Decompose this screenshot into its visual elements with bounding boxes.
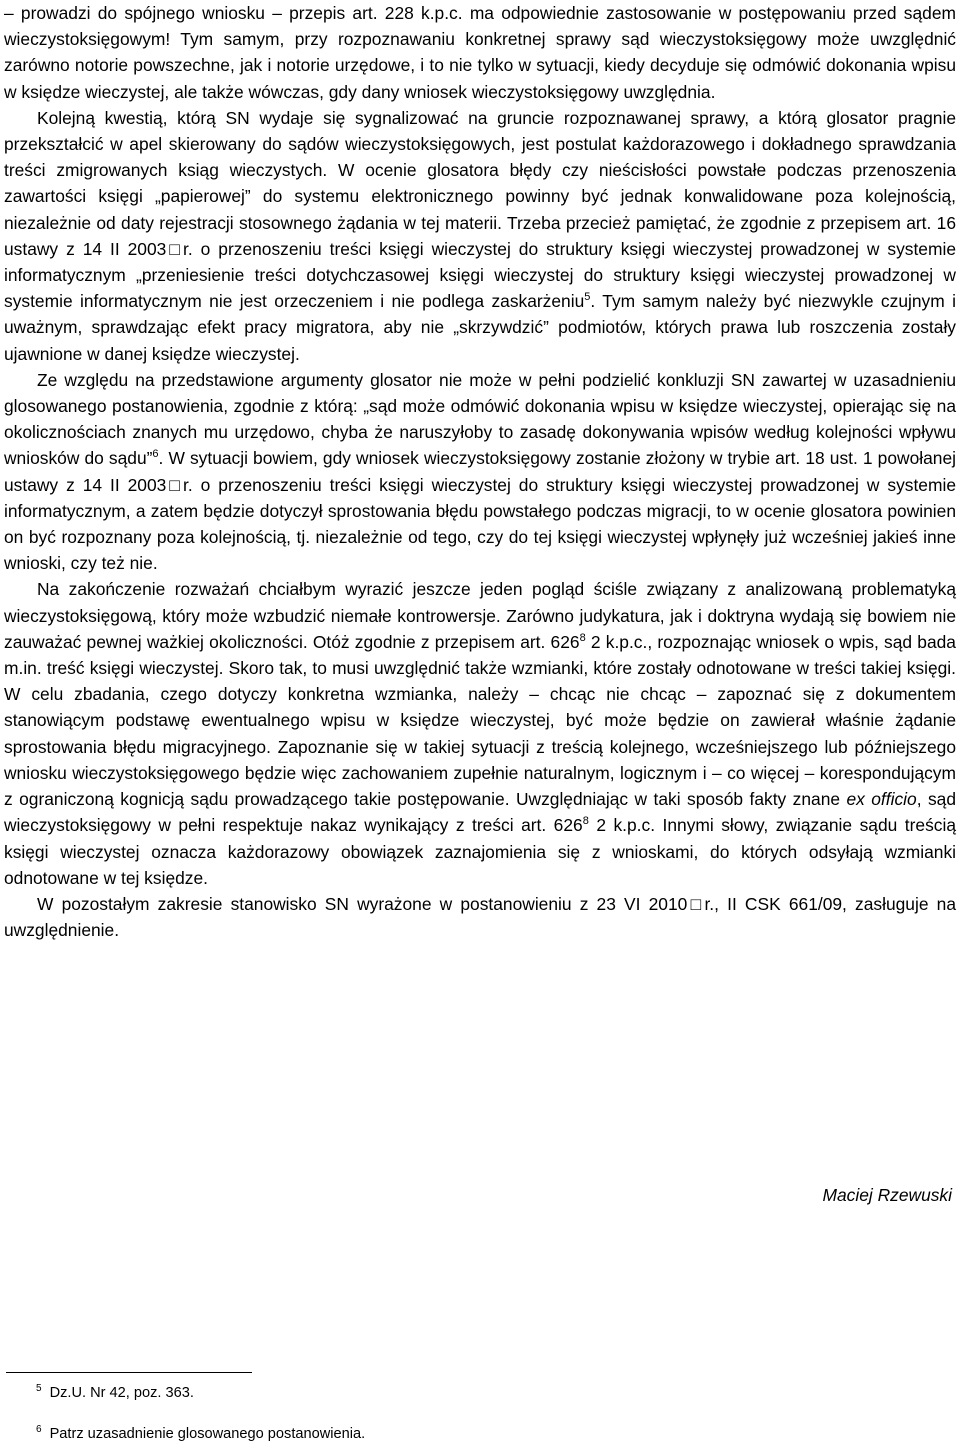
paragraph: [4, 367, 956, 577]
footnote-5: [36, 1384, 194, 1402]
text-run: , sąd wieczystoksięgowy w pełni respektuje nakaz wynikający z treści art. 626: [4, 789, 957, 836]
text-run: W pozostałym zakresie stanowisko SN wyrażone w postanowieniu z 23 VI 2010□r., II CSK 661/09, zasługuje na uwzględnienie.: [4, 893, 956, 941]
document-page: [4, 0, 956, 943]
text-run: . Tym samym należy być niezwykle czujnym i uważnym, sprawdzając efekt pracy migratora, aby nie „skrzywdzić” podmiotów, których prawa lub roszczenia zostały ujawnione w danej księdze wieczystej.: [4, 291, 956, 364]
footnote-reference: 8: [582, 815, 589, 828]
footnote-text: Patrz uzasadnienie glosowanego postanowienia.: [49, 1426, 366, 1442]
footnote-number: 6: [36, 1424, 42, 1436]
text-run: Kolejną kwestią, którą SN wydaje się sygnalizować na gruncie rozpoznawanej sprawy, a którą glosator pragnie przekształcić w apel skierowany do sądów wieczystoksięgowych, jest postulat każdorazowego i dokładnego sprawdzania treści zmigrowanych ksiąg wieczystych. W ocenie glosatora błędy czy nieścisłości powstałe podczas przenoszenia zawartości księgi „papierowej” do systemu elektronicznego powinny być jednak konwalidowane poza kolejnością, niezależnie od daty rejestracji stosownego żądania w tej materii. Trzeba przecież pamiętać, że zgodnie z przepisem art. 16 ustawy z 14 II 2003□r. o przenoszeniu treści księgi wieczystej do struktury księgi wieczystej prowadzonej w systemie informatycznym „przeniesienie treści dotychczasowej księgi wieczystej do struktury księgi wieczystej prowadzonej w systemie informatycznym nie jest orzeczeniem i nie podlega zaskarżeniu: [4, 107, 956, 312]
footnote-reference: 6: [152, 448, 159, 461]
text-run: Ze względu na przedstawione argumenty glosator nie może w pełni podzielić konkluzji SN zawartej w uzasadnieniu glosowanego postanowienia, zgodnie z którą: „sąd może odmówić dokonania wpisu w księdze wieczystej, opierając się na okolicznościach znanych mu urzędowo, chyba że naruszyłoby to zasadę dokonywania wpisów według kolejności wpływu wniosków do sądu”: [4, 369, 956, 469]
paragraph: [4, 105, 956, 367]
paragraph: [4, 0, 956, 105]
text-run: 2 k.p.c., rozpoznając wniosek o wpis, sąd bada m.in. treść księgi wieczystej. Skoro tak, to musi uwzględnić także wzmianki, które zostały odnotowane w treści takiej księgi. W celu zbadania, czego dotyczy konkretna wzmianka, należy – chcąc nie chcąc – zapoznać się z dokumentem stanowiącym podstawę ewentualnego wpisu w księdze wieczystej, być może będzie on zawierał właśnie żądanie sprostowania błędu migracyjnego. Zapoznanie się w takiej sytuacji z treścią kolejnego, wcześniejszego lub późniejszego wniosku wieczystoksięgowego będzie więc zachowaniem zupełnie naturalnym, logicznym i – co więcej – korespondującym z ograniczoną kognicją sądu prowadzącego takie postępowanie. Uwzględniając w taki sposób fakty znane: [4, 631, 956, 810]
text-run: – prowadzi do spójnego wniosku – przepis art. 228 k.p.c. ma odpowiednie zastosowanie w postępowaniu przed sądem wieczystoksięgowym! Tym samym, przy rozpoznawaniu konkretnej sprawy sąd wieczystoksięgowy może uwzględnić zarówno notorie powszechne, jak i notorie urzędowe, i to nie tylko w sytuacji, kiedy decyduje się odmówić dokonania wpisu w księdze wieczystej, ale także wówczas, gdy dany wniosek wieczystoksięgowy uwzględnia.: [4, 3, 956, 102]
footnote-number: 5: [36, 1383, 42, 1395]
body-text: [4, 0, 956, 943]
footnote-6: [36, 1425, 365, 1443]
footnote-reference: 8: [579, 632, 586, 645]
footnote-separator: [6, 1372, 252, 1373]
footnote-text: Dz.U. Nr 42, poz. 363.: [49, 1385, 194, 1401]
emphasis: ex officio: [846, 789, 917, 810]
footnote-reference: 5: [584, 291, 591, 304]
paragraph: [4, 891, 956, 943]
author-signature: Maciej Rzewuski: [822, 1185, 952, 1205]
text-run: . W sytuacji bowiem, gdy wniosek wieczystoksięgowy zostanie złożony w trybie art. 18 ust. 1 powołanej ustawy z 14 II 2003□r. o przenoszeniu treści księgi wieczystej do struktury księgi wieczystej prowadzonej w systemie informatycznym, a zatem będzie dotyczył sprostowania błędu powstałego podczas migracji, to w ocenie glosatora powinien on być rozpoznany poza kolejnością, tj. niezależnie od tego, czy do tej księgi wieczystej wpłynęły już wcześniej jakieś inne wnioski, czy też nie.: [4, 448, 956, 574]
text-run: Na zakończenie rozważań chciałbym wyrazić jeszcze jeden pogląd ściśle związany z analizowaną problematyką wieczystoksięgową, który może wzbudzić niemałe kontrowersje. Zarówno judykatura, jak i doktryna wydają się bowiem nie zauważać pewnej ważkiej okoliczności. Otóż zgodnie z przepisem art. 626: [4, 579, 956, 652]
text-run: 2 k.p.c. Innymi słowy, związanie sądu treścią księgi wieczystej oznacza każdorazowy obowiązek zaznajomienia się z wnioskami, do których odsyłają wzmianki odnotowane w tej księdze.: [4, 815, 957, 888]
paragraph: [4, 576, 956, 890]
